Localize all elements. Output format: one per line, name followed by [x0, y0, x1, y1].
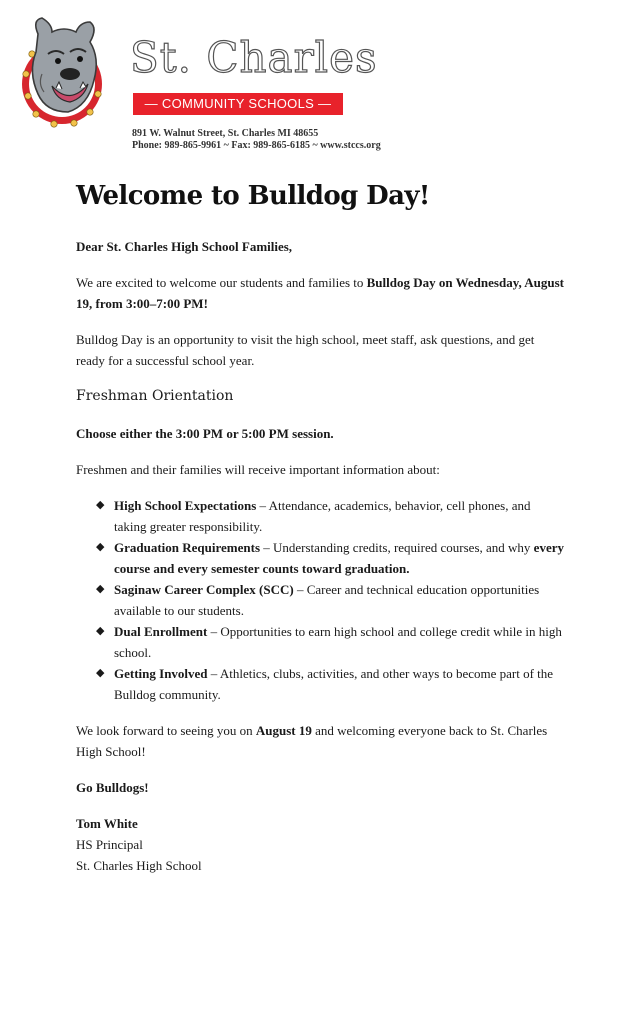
letter-body	[76, 176, 566, 876]
bullet-icon: ◆	[96, 541, 105, 553]
topic-term: Getting Involved	[114, 666, 208, 681]
bulldog-mascot-logo	[18, 14, 108, 140]
topic-term: Graduation Requirements	[114, 540, 261, 555]
bullet-icon: ◆	[96, 667, 105, 679]
event-date-time: Bulldog Day on Wednesday, August 19, from 3:00–7:00 PM!	[76, 275, 565, 311]
topic-description: – Opportunities to earn high school and college credit while in high school.	[114, 624, 562, 660]
topics-list	[76, 495, 566, 705]
session-choice: Choose either the 3:00 PM or 5:00 PM session.	[76, 426, 334, 441]
list-item	[96, 537, 566, 579]
signer-role: HS Principal	[76, 837, 143, 852]
section-heading: Freshman Orientation	[76, 388, 234, 404]
signer-name: Tom White	[76, 816, 138, 831]
topic-description: – Attendance, academics, behavior, cell phones, and taking greater responsibility.	[114, 498, 531, 534]
topic-term: Saginaw Career Complex (SCC)	[114, 582, 294, 597]
letterhead	[18, 14, 398, 151]
topics-intro: Freshmen and their families will receive important information about:	[76, 462, 440, 477]
school-name: St. Charles	[130, 33, 378, 82]
bullet-icon: ◆	[96, 583, 105, 595]
letter-title: Welcome to Bulldog Day!	[76, 181, 430, 211]
signer-school: St. Charles High School	[76, 858, 202, 873]
closing-paragraph: We look forward to seeing you on August 19 and welcoming everyone back to St. Charles High School!	[76, 723, 548, 759]
purpose-paragraph: Bulldog Day is an opportunity to visit the high school, meet staff, ask questions, and get ready for a successful school year.	[76, 332, 535, 368]
topic-term: Dual Enrollment	[114, 624, 208, 639]
intro-paragraph: We are excited to welcome our students and families to Bulldog Day on Wednesday, August 19, from 3:00–7:00 PM!	[76, 275, 565, 311]
list-item	[96, 663, 566, 705]
address-line: 891 W. Walnut Street, St. Charles MI 48655	[132, 128, 319, 139]
topic-emphasis: every course and every semester counts toward graduation.	[114, 540, 564, 576]
bullet-icon: ◆	[96, 625, 105, 637]
signature-block	[76, 813, 566, 876]
greeting: Dear St. Charles High School Families,	[76, 239, 293, 254]
list-item	[96, 621, 566, 663]
list-item	[96, 579, 566, 621]
bullet-icon: ◆	[96, 499, 105, 511]
community-schools-banner: — COMMUNITY SCHOOLS —	[133, 93, 343, 115]
topic-description: – Athletics, clubs, activities, and other ways to become part of the Bulldog community.	[114, 666, 554, 702]
sign-off: Go Bulldogs!	[76, 780, 149, 795]
school-address	[132, 128, 381, 152]
list-item	[96, 495, 566, 537]
topic-description: – Career and technical education opportunities available to our students.	[114, 582, 540, 618]
contact-line: Phone: 989-865-9961 ~ Fax: 989-865-6185 ~ www.stccs.org	[132, 140, 381, 151]
topic-term: High School Expectations	[114, 498, 257, 513]
topic-description: – Understanding credits, required courses, and why	[260, 540, 534, 555]
